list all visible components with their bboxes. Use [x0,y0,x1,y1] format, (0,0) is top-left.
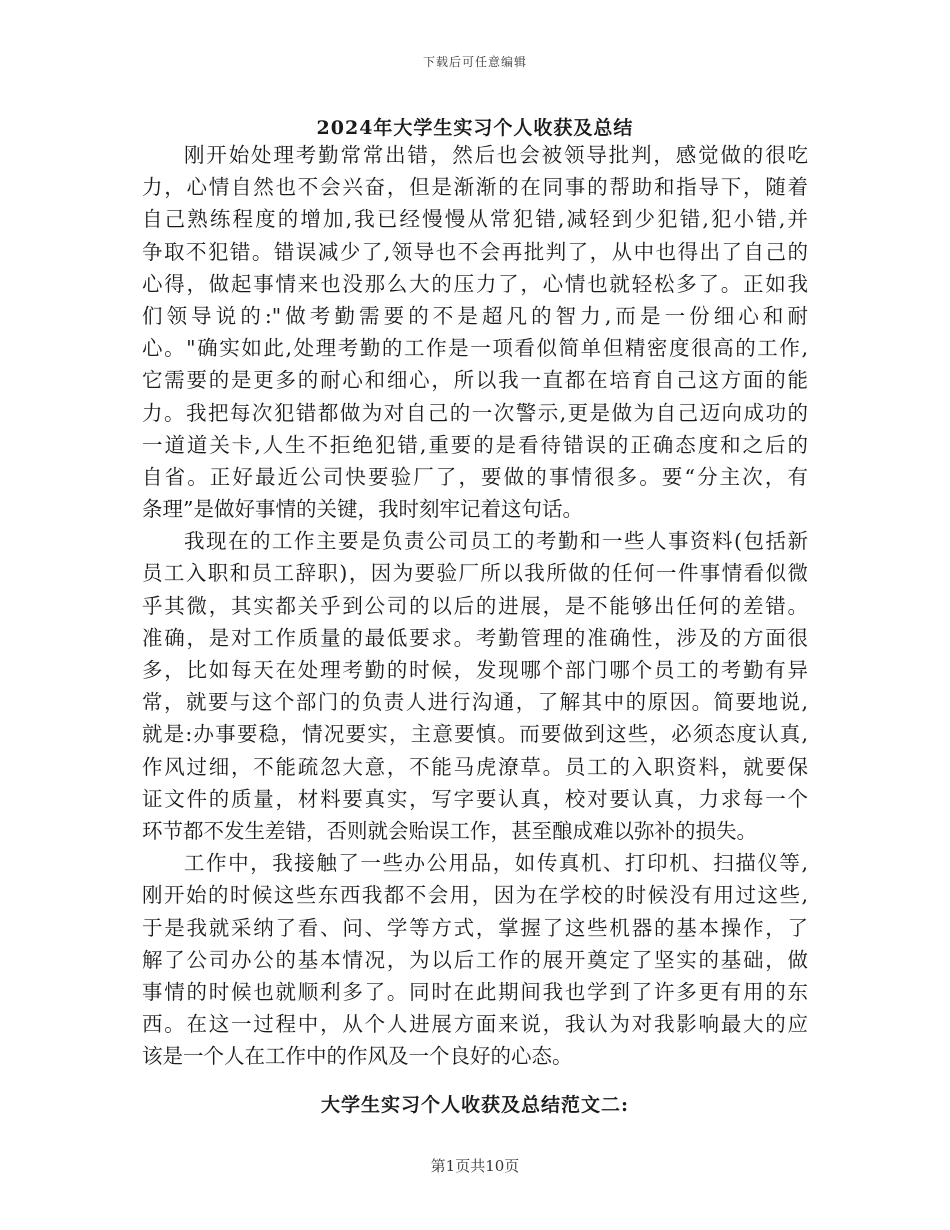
header-note: 下载后可任意编辑 [422,55,527,69]
text-line: 争取不犯错。错误减少了,领导也不会再批判了，从中也得出了自己的 [142,239,808,264]
text-line: 工作中，我接触了一些办公用品，如传真机、打印机、扫描仪等, [184,851,808,876]
section-heading: 大学生实习个人收获及总结范文二: [320,1094,629,1116]
text-line: 们领导说的:"做考勤需要的不是超凡的智力,而是一份细心和耐 [142,303,808,328]
text-line: 心得，做起事情来也没那么大的压力了，心情也就轻松多了。正如我 [142,271,808,296]
paragraph-3 [142,847,808,1072]
text-line: 条理”是做好事情的关键，我时刻牢记着这句话。 [142,497,583,522]
text-line: 乎其微，其实都关乎到公司的以后的进展，是不能够出任何的差错。 [142,593,808,618]
paragraph-2 [142,525,808,847]
paragraph-1 [142,139,808,525]
text-line: 刚开始的时候这些东西我都不会用，因为在学校的时候没有用过这些, [142,883,808,908]
text-line: 员工入职和员工辞职)，因为要验厂所以我所做的任何一件事情看似微 [142,561,808,586]
document-title: 2024年大学生实习个人收获及总结 [316,117,634,139]
text-line: 力。我把每次犯错都做为对自己的一次警示,更是做为自己迈向成功的 [142,400,808,425]
text-line: 力，心情自然也不会兴奋，但是渐渐的在同事的帮助和指导下，随着 [142,175,808,200]
text-line: 解了公司办公的基本情况，为以后工作的展开奠定了坚实的基础，做 [142,947,808,972]
text-line: 它需要的是更多的耐心和细心，所以我一直都在培育自己这方面的能 [142,368,808,393]
document-body [142,139,808,1072]
text-line: 事情的时候也就顺利多了。同时在此期间我也学到了许多更有用的东 [142,979,808,1004]
text-line: 准确，是对工作质量的最低要求。考勤管理的准确性，涉及的方面很 [142,625,808,650]
text-line: 自己熟练程度的增加,我已经慢慢从常犯错,减轻到少犯错,犯小错,并 [142,207,808,232]
page-number-footer: 第1页共10页 [430,1157,520,1175]
text-line: 自省。正好最近公司快要验厂了，要做的事情很多。要“分主次，有 [142,464,808,489]
text-line: 环节都不发生差错，否则就会贻误工作，甚至酿成难以弥补的损失。 [142,818,757,843]
text-line: 心。"确实如此,处理考勤的工作是一项看似简单但精密度很高的工作, [142,336,808,361]
text-line: 作风过细，不能疏忽大意，不能马虎潦草。员工的入职资料，就要保 [142,754,808,779]
text-line: 就是:办事要稳，情况要实，主意要慎。而要做到这些，必须态度认真, [142,722,808,747]
text-line: 刚开始处理考勤常常出错，然后也会被领导批判，感觉做的很吃 [184,143,808,167]
text-line: 多，比如每天在处理考勤的时候，发现哪个部门哪个员工的考勤有异 [142,658,808,682]
text-line: 西。在这一过程中，从个人进展方面来说，我认为对我影响最大的应 [142,1012,808,1037]
text-line: 于是我就采纳了看、问、学等方式，掌握了这些机器的基本操作，了 [142,915,808,940]
text-line: 常，就要与这个部门的负责人进行沟通，了解其中的原因。简要地说, [142,690,808,715]
text-line: 一道道关卡,人生不拒绝犯错,重要的是看待错误的正确态度和之后的 [142,432,808,457]
text-line: 该是一个人在工作中的作风及一个良好的心态。 [142,1044,573,1069]
text-line: 证文件的质量，材料要真实，写字要认真，校对要认真，力求每一个 [142,786,808,811]
text-line: 我现在的工作主要是负责公司员工的考勤和一些人事资料(包括新 [184,529,808,554]
